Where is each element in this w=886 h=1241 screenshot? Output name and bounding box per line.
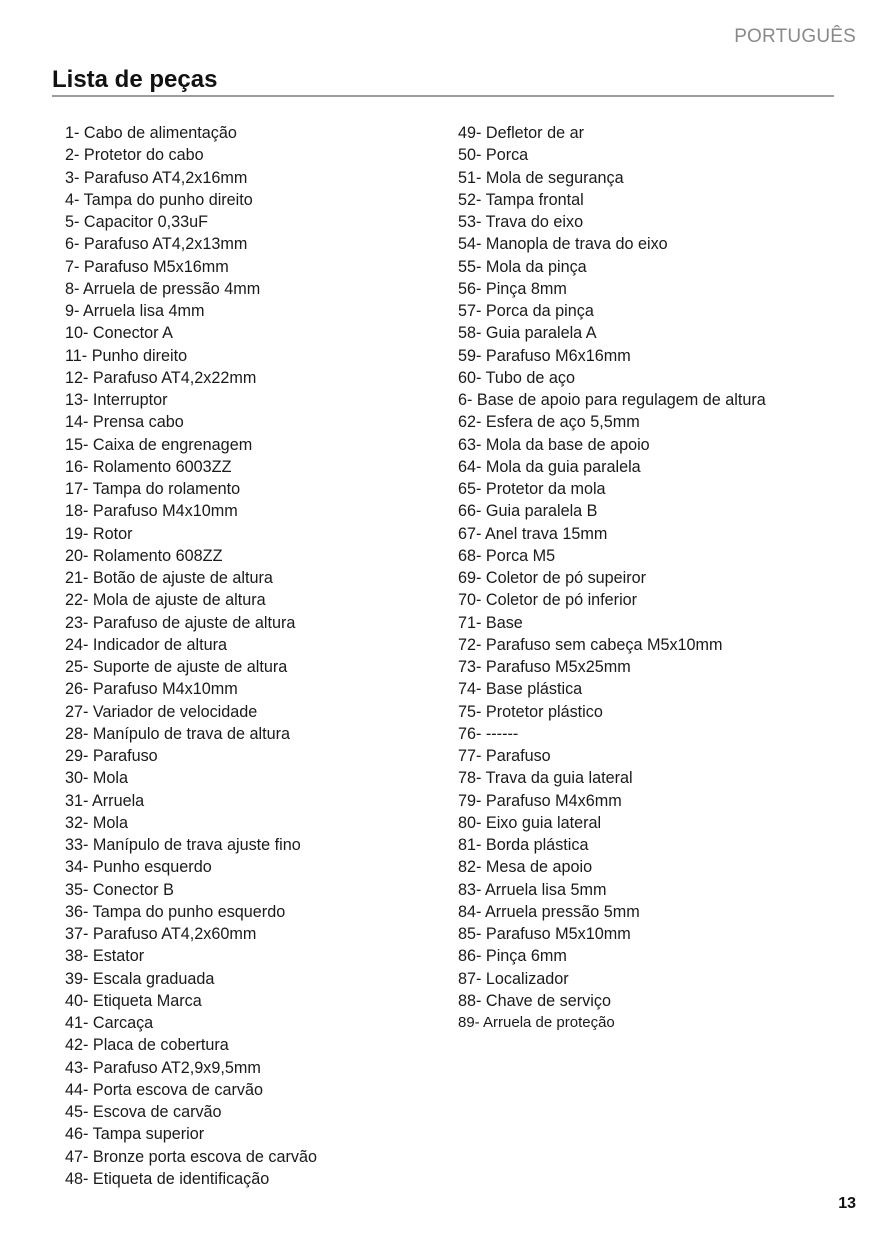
list-item: 76- ------ <box>458 724 519 743</box>
list-item: 20- Rolamento 608ZZ <box>65 546 223 565</box>
list-item: 32- Mola <box>65 813 128 832</box>
list-item: 44- Porta escova de carvão <box>65 1080 263 1099</box>
list-item: 23- Parafuso de ajuste de altura <box>65 613 296 632</box>
list-item: 36- Tampa do punho esquerdo <box>65 902 286 921</box>
list-item: 57- Porca da pinça <box>458 302 594 320</box>
list-item: 6- Parafuso AT4,2x13mm <box>65 235 248 254</box>
list-item: 72- Parafuso sem cabeça M5x10mm <box>458 635 723 654</box>
list-item: 88- Chave de serviço <box>458 991 611 1010</box>
list-item: 5- Capacitor 0,33uF <box>65 213 209 231</box>
list-item: 53- Trava do eixo <box>458 213 584 231</box>
list-item: 59- Parafuso M6x16mm <box>458 346 631 365</box>
list-item: 51- Mola de segurança <box>458 168 624 187</box>
list-item: 28- Manípulo de trava de altura <box>65 724 290 743</box>
list-item: 50- Porca <box>458 146 529 165</box>
list-item: 14- Prensa cabo <box>65 413 184 432</box>
list-item: 31- Arruela <box>65 791 145 810</box>
list-item: 54- Manopla de trava do eixo <box>458 235 668 254</box>
list-item: 79- Parafuso M4x6mm <box>458 791 622 810</box>
list-item: 4- Tampa do punho direito <box>65 190 253 209</box>
page-number: 13 <box>838 1195 856 1212</box>
page-title: Lista de peças <box>52 66 218 93</box>
list-item: 7- Parafuso M5x16mm <box>65 257 229 276</box>
list-item: 47- Bronze porta escova de carvão <box>65 1147 317 1166</box>
title-divider <box>52 95 834 97</box>
list-item: 38- Estator <box>65 947 145 966</box>
list-item: 29- Parafuso <box>65 747 158 765</box>
list-item: 84- Arruela pressão 5mm <box>458 902 640 921</box>
list-item: 64- Mola da guia paralela <box>458 457 641 476</box>
parts-list-right <box>458 122 766 1034</box>
list-item: 12- Parafuso AT4,2x22mm <box>65 368 257 387</box>
list-item: 41- Carcaça <box>65 1014 154 1032</box>
list-item: 85- Parafuso M5x10mm <box>458 925 631 943</box>
list-item: 10- Conector A <box>65 324 173 343</box>
list-item: 42- Placa de cobertura <box>65 1036 229 1055</box>
list-item: 56- Pinça 8mm <box>458 279 567 298</box>
list-item: 48- Etiqueta de identificação <box>65 1169 270 1188</box>
list-item: 35- Conector B <box>65 880 174 899</box>
list-item: 8- Arruela de pressão 4mm <box>65 279 261 298</box>
list-item: 22- Mola de ajuste de altura <box>65 591 266 610</box>
list-item: 71- Base <box>458 613 523 632</box>
list-item: 75- Protetor plástico <box>458 702 603 721</box>
list-item: 89- Arruela de proteção <box>458 1014 615 1031</box>
list-item: 24- Indicador de altura <box>65 635 227 654</box>
list-item: 3- Parafuso AT4,2x16mm <box>65 168 248 187</box>
language-label: PORTUGUÊS <box>734 26 856 47</box>
list-item: 58- Guia paralela A <box>458 324 597 343</box>
list-item: 30- Mola <box>65 769 128 788</box>
list-item: 62- Esfera de aço 5,5mm <box>458 413 640 432</box>
list-item: 82- Mesa de apoio <box>458 858 593 877</box>
list-item: 52- Tampa frontal <box>458 190 584 209</box>
list-item: 83- Arruela lisa 5mm <box>458 880 607 899</box>
list-item: 45- Escova de carvão <box>65 1103 222 1121</box>
list-item: 68- Porca M5 <box>458 546 556 565</box>
list-item: 19- Rotor <box>65 524 133 543</box>
list-item: 77- Parafuso <box>458 747 551 765</box>
list-item: 33- Manípulo de trava ajuste fino <box>65 836 301 854</box>
list-item: 18- Parafuso M4x10mm <box>65 502 238 521</box>
list-item: 37- Parafuso AT4,2x60mm <box>65 925 257 943</box>
list-item: 69- Coletor de pó supeiror <box>458 569 647 587</box>
list-item: 9- Arruela lisa 4mm <box>65 302 205 320</box>
list-item: 81- Borda plástica <box>458 836 589 854</box>
list-item: 67- Anel trava 15mm <box>458 524 608 543</box>
list-item: 34- Punho esquerdo <box>65 858 212 877</box>
list-item: 78- Trava da guia lateral <box>458 769 633 788</box>
list-item: 17- Tampa do rolamento <box>65 480 241 498</box>
list-item: 6- Base de apoio para regulagem de altura <box>458 391 766 409</box>
list-item: 70- Coletor de pó inferior <box>458 591 638 610</box>
list-item: 26- Parafuso M4x10mm <box>65 680 238 699</box>
list-item: 13- Interruptor <box>65 391 168 409</box>
list-item: 63- Mola da base de apoio <box>458 435 650 454</box>
list-item: 40- Etiqueta Marca <box>65 991 202 1010</box>
list-item: 87- Localizador <box>458 969 569 988</box>
list-item: 73- Parafuso M5x25mm <box>458 658 631 676</box>
parts-list-left <box>65 122 317 1190</box>
list-item: 1- Cabo de alimentação <box>65 124 237 142</box>
list-item: 65- Protetor da mola <box>458 480 606 498</box>
list-item: 16- Rolamento 6003ZZ <box>65 457 232 476</box>
list-item: 55- Mola da pinça <box>458 257 587 276</box>
list-item: 39- Escala graduada <box>65 969 215 988</box>
list-item: 43- Parafuso AT2,9x9,5mm <box>65 1058 261 1077</box>
list-item: 80- Eixo guia lateral <box>458 813 602 832</box>
list-item: 49- Defletor de ar <box>458 124 584 142</box>
list-item: 25- Suporte de ajuste de altura <box>65 658 288 676</box>
list-item: 86- Pinça 6mm <box>458 947 567 966</box>
list-item: 74- Base plástica <box>458 680 583 699</box>
list-item: 2- Protetor do cabo <box>65 146 204 165</box>
list-item: 46- Tampa superior <box>65 1125 205 1144</box>
list-item: 27- Variador de velocidade <box>65 702 258 721</box>
list-item: 66- Guia paralela B <box>458 502 598 521</box>
list-item: 11- Punho direito <box>65 346 188 365</box>
list-item: 15- Caixa de engrenagem <box>65 435 253 454</box>
list-item: 21- Botão de ajuste de altura <box>65 569 273 587</box>
list-item: 60- Tubo de aço <box>458 368 575 387</box>
